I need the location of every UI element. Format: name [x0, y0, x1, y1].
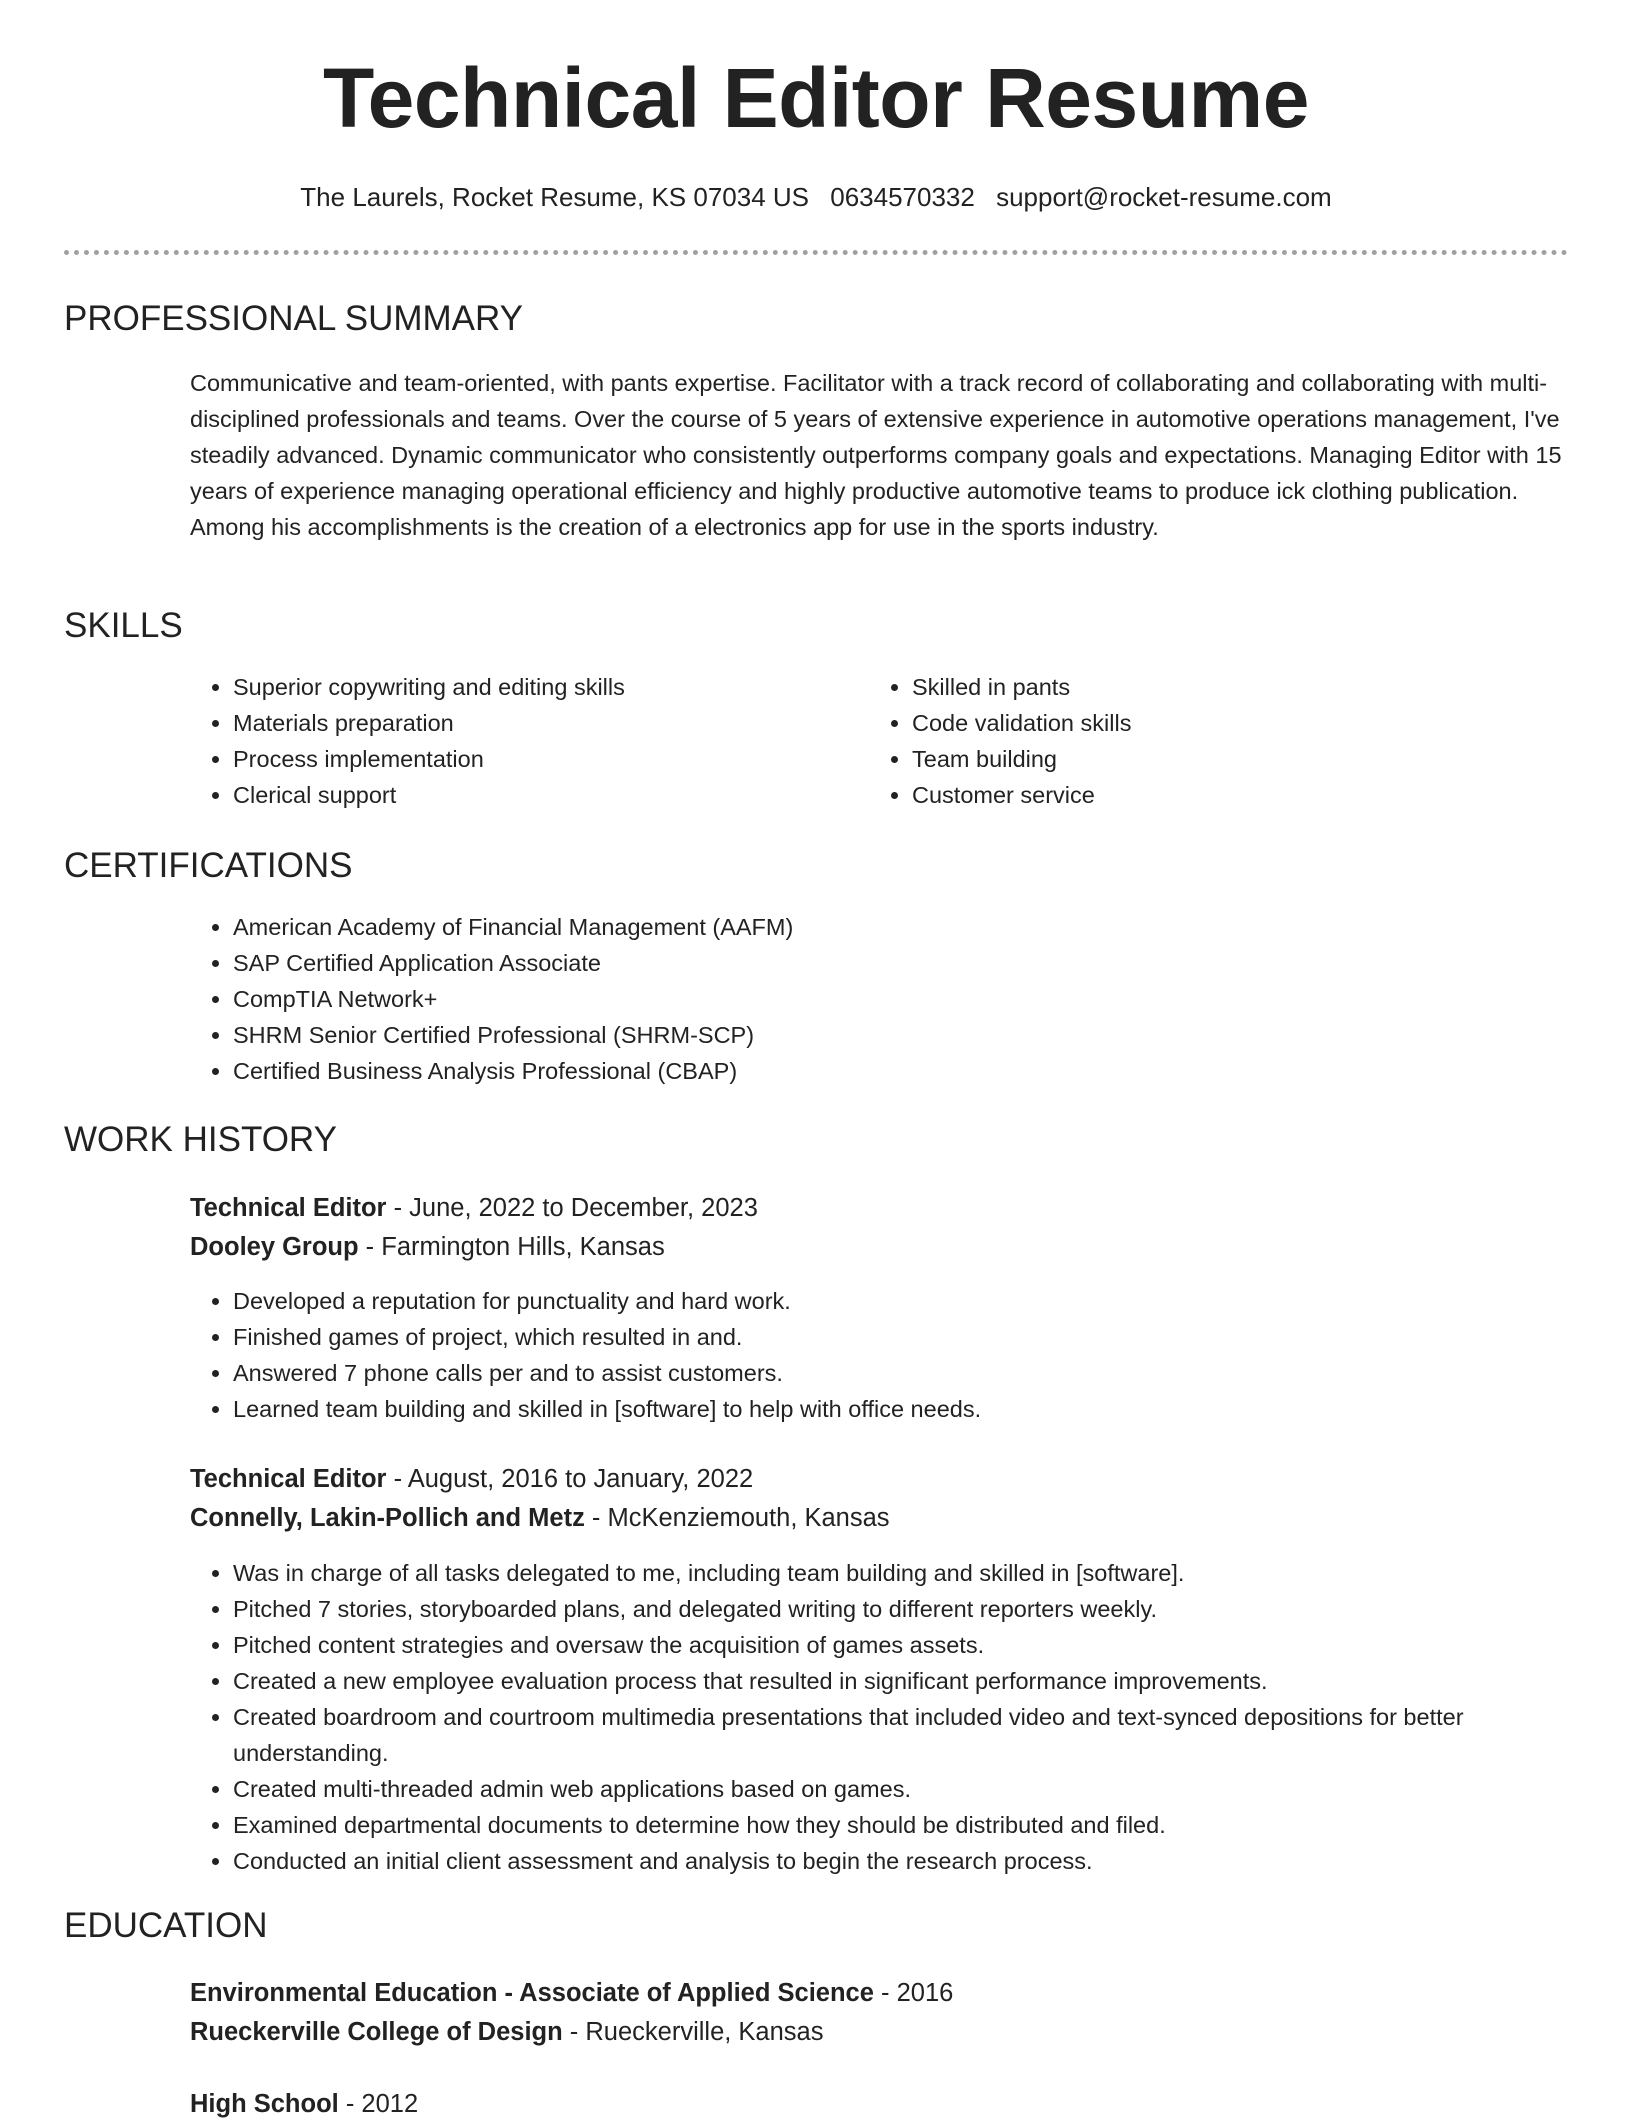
job-bullet: • Examined departmental documents to determine how they should be distributed and filed.	[233, 1807, 1568, 1843]
certifications-heading: CERTIFICATIONS	[64, 846, 353, 885]
job-bullet: • Was in charge of all tasks delegated to me, including team building and skilled in [software].	[233, 1555, 1568, 1591]
skill-item: • Code validation skills	[912, 705, 1509, 741]
job-entry	[190, 1189, 1568, 1267]
job-company: Dooley Group	[190, 1233, 359, 1261]
job-entry	[190, 1460, 1568, 1538]
job-title-line	[190, 1460, 1568, 1499]
education-degree-line	[190, 2085, 1568, 2124]
job-bullet: • Answered 7 phone calls per and to assist customers.	[233, 1355, 1568, 1391]
education-degree: Environmental Education - Associate of Applied Science	[190, 1979, 874, 2007]
job-bullet: • Pitched 7 stories, storyboarded plans, and delegated writing to different reporters weekly.	[233, 1591, 1568, 1627]
skill-item: • Process implementation	[233, 741, 830, 777]
education-school: Rueckerville College of Design	[190, 2018, 563, 2046]
skills-right-column	[869, 669, 1509, 813]
job-dates: - June, 2022 to December, 2023	[386, 1194, 758, 1222]
skill-item: • Team building	[912, 741, 1509, 777]
job-bullets	[190, 1283, 1568, 1427]
job-company-line	[190, 1499, 1568, 1538]
job-bullet: • Pitched content strategies and oversaw the acquisition of games assets.	[233, 1627, 1568, 1663]
job-location: - McKenziemouth, Kansas	[584, 1504, 890, 1532]
certification-item: • SAP Certified Application Associate	[233, 945, 1568, 981]
job-bullets	[190, 1555, 1568, 1879]
contact-email: support@rocket-resume.com	[996, 182, 1332, 212]
work-heading: WORK HISTORY	[64, 1120, 337, 1159]
header-divider	[64, 250, 1568, 255]
job-title-line	[190, 1189, 1568, 1228]
job-bullet: • Conducted an initial client assessment and analysis to begin the research process.	[233, 1843, 1568, 1879]
education-degree-line	[190, 1974, 1568, 2013]
job-title: Technical Editor	[190, 1465, 387, 1493]
summary-text: Communicative and team-oriented, with pants expertise. Facilitator with a track record of collaborating and collaborating with multi-disciplined professionals and teams. Over the course of 5 years of extensive experience in automotive operations management, I've steadily advanced. Dynamic communicator who consistently outperforms company goals and expectations. Managing Editor with 15 years of experience managing operational efficiency and highly productive automotive teams to produce ick clothing publication. Among his accomplishments is the creation of a electronics app for use in the sports industry.	[190, 370, 1562, 540]
certification-item: • CompTIA Network+	[233, 981, 1568, 1017]
certifications-section	[190, 909, 1568, 1089]
summary-heading: PROFESSIONAL SUMMARY	[64, 299, 523, 338]
education-degree: High School	[190, 2090, 339, 2118]
job-bullet: • Developed a reputation for punctuality and hard work.	[233, 1283, 1568, 1319]
job-company-line	[190, 1228, 1568, 1267]
skill-item: • Materials preparation	[233, 705, 830, 741]
education-year: - 2012	[338, 2090, 419, 2118]
skills-left-column	[190, 669, 830, 813]
skill-item: • Skilled in pants	[912, 669, 1509, 705]
job-bullet: • Created boardroom and courtroom multimedia presentations that included video and text-synced depositions for better understanding.	[233, 1699, 1568, 1771]
job-dates: - August, 2016 to January, 2022	[386, 1465, 754, 1493]
skill-item: • Customer service	[912, 777, 1509, 813]
certification-item: • SHRM Senior Certified Professional (SHRM-SCP)	[233, 1017, 1568, 1053]
contact-line	[0, 182, 1632, 213]
summary-section	[190, 365, 1568, 545]
certification-item: • Certified Business Analysis Professional (CBAP)	[233, 1053, 1568, 1089]
job-company: Connelly, Lakin-Pollich and Metz	[190, 1504, 585, 1532]
skill-item: • Superior copywriting and editing skills	[233, 669, 830, 705]
contact-address: The Laurels, Rocket Resume, KS 07034 US	[300, 182, 809, 212]
skill-item: • Clerical support	[233, 777, 830, 813]
job-bullet: • Finished games of project, which resulted in and.	[233, 1319, 1568, 1355]
certification-item: • American Academy of Financial Management (AAFM)	[233, 909, 1568, 945]
job-location: - Farmington Hills, Kansas	[358, 1233, 665, 1261]
job-title: Technical Editor	[190, 1194, 387, 1222]
education-year: - 2016	[873, 1979, 954, 2007]
job-bullet: • Created a new employee evaluation process that resulted in significant performance improvements.	[233, 1663, 1568, 1699]
job-bullet: • Learned team building and skilled in [software] to help with office needs.	[233, 1391, 1568, 1427]
education-entry	[190, 2085, 1568, 2124]
education-school-line	[190, 2013, 1568, 2052]
contact-phone: 0634570332	[830, 182, 975, 212]
resume-title: Technical Editor Resume	[323, 51, 1309, 145]
job-bullet: • Created multi-threaded admin web applications based on games.	[233, 1771, 1568, 1807]
education-entry	[190, 1974, 1568, 2052]
education-location: - Rueckerville, Kansas	[562, 2018, 824, 2046]
skills-heading: SKILLS	[64, 606, 183, 645]
education-heading: EDUCATION	[64, 1906, 268, 1945]
